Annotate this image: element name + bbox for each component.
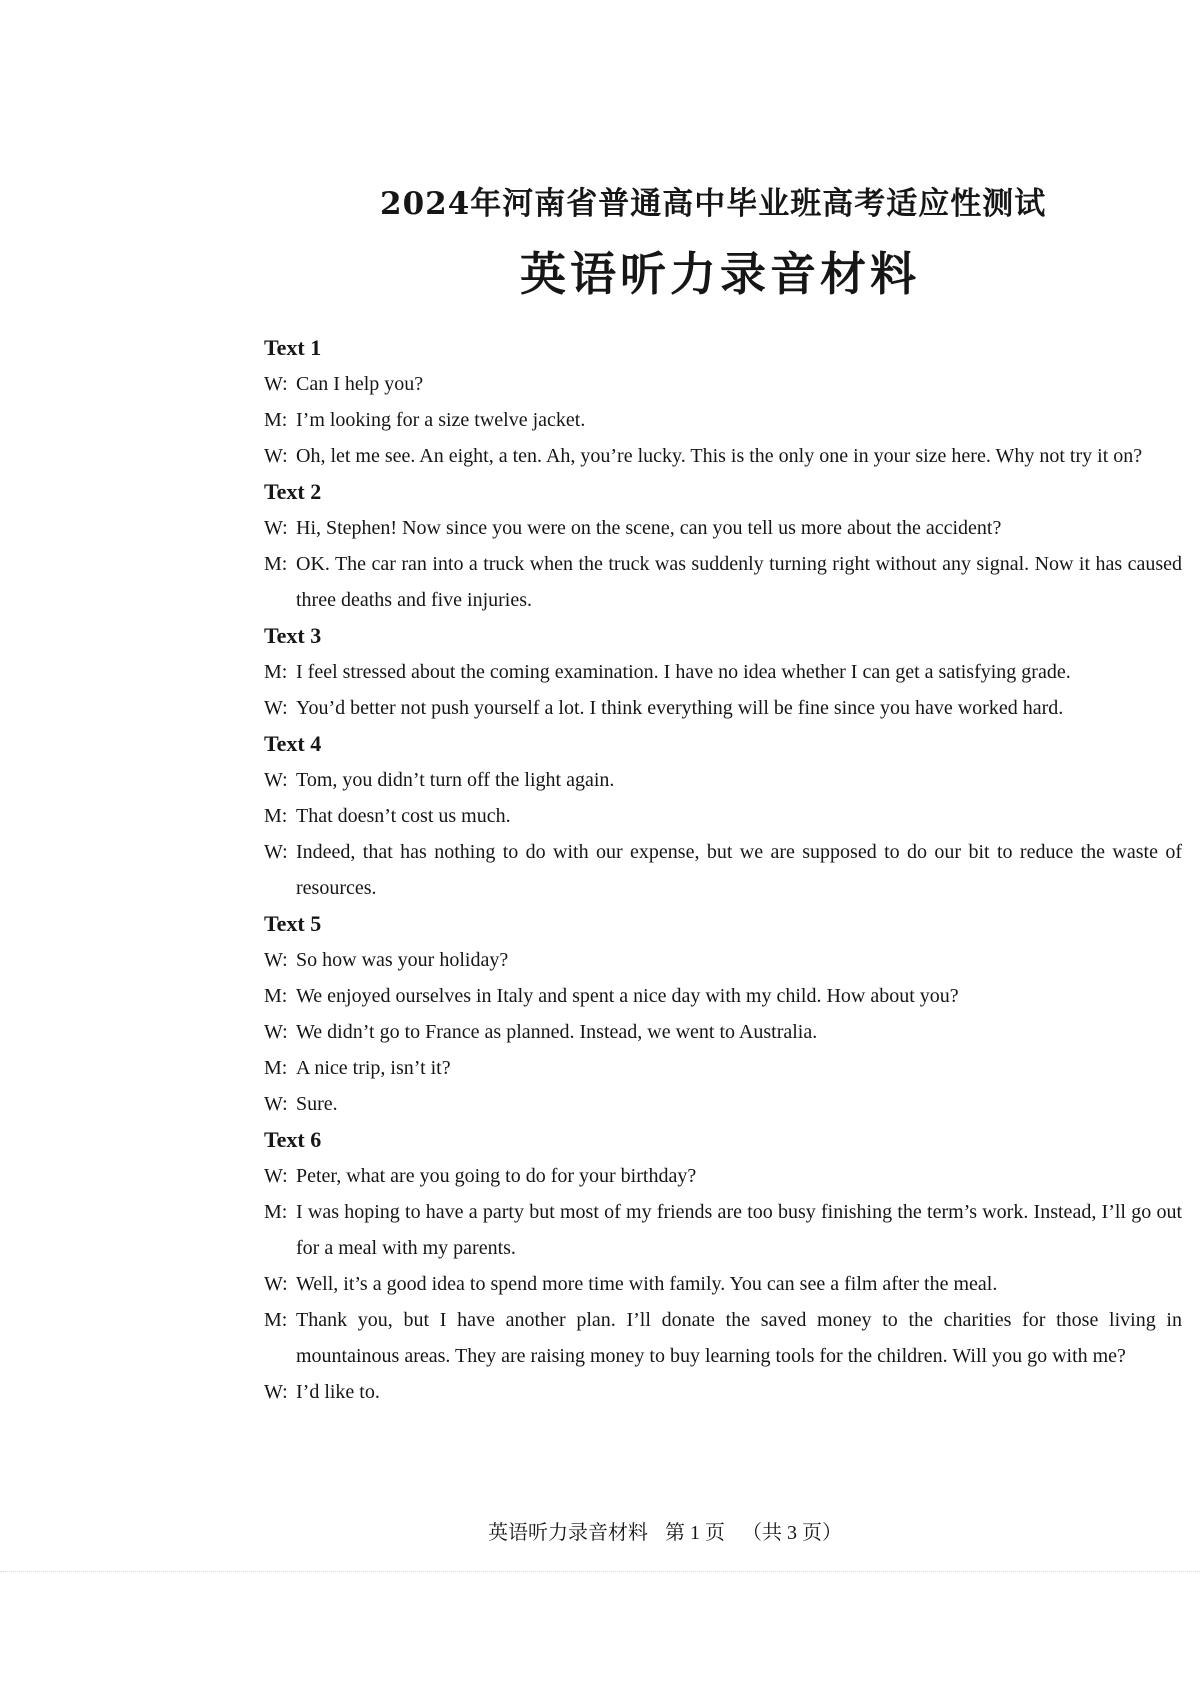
dialogue-text: Hi, Stephen! Now since you were on the scene, can you tell us more about the accident? [296,517,1002,539]
dialogue-line [264,1302,1182,1374]
section-heading: Text 3 [264,623,322,648]
transcript-section [264,474,1182,618]
section-heading: Text 5 [264,911,322,936]
dialogue-line [264,654,1182,690]
transcript-section [264,906,1182,1122]
dialogue-text: That doesn’t cost us much. [296,805,511,827]
speaker-label: W: [264,517,288,539]
dialogue-text: I’d like to. [296,1381,380,1403]
speaker-label: M: [264,805,288,827]
speaker-label: W: [264,1381,288,1403]
scan-artifact-line [0,1571,1200,1573]
dialogue-text: Thank you, but I have another plan. I’ll donate the saved money to the charities for those living in mountainous areas. They are raising money to buy learning tools for the children. Will you go with me? [296,1309,1182,1367]
dialogue-line [264,834,1182,906]
dialogue-line [264,438,1182,474]
dialogue-line [264,402,1182,438]
dialogue-text: Sure. [296,1093,338,1115]
dialogue-line [264,1086,1182,1122]
dialogue-text: A nice trip, isn’t it? [296,1057,451,1079]
speaker-label: W: [264,949,288,971]
exam-title: 2024年河南省普通高中毕业班高考适应性测试 [380,186,1047,222]
speaker-label: W: [264,1165,288,1187]
page-footer [0,1518,1200,1548]
document-title: 英语听力录音材料 [520,247,920,301]
speaker-label: W: [264,373,288,395]
dialogue-line [264,1266,1182,1302]
speaker-label: W: [264,841,288,863]
speaker-label: W: [264,1093,288,1115]
section-heading: Text 4 [264,731,322,756]
dialogue-line [264,366,1182,402]
transcript-section [264,726,1182,906]
transcript-section [264,1122,1182,1410]
dialogue-line [264,546,1182,618]
speaker-label: W: [264,1273,288,1295]
dialogue-text: OK. The car ran into a truck when the truck was suddenly turning right without any signal. Now it has caused three deaths and five injuries. [296,553,1182,611]
speaker-label: M: [264,985,288,1007]
dialogue-text: Tom, you didn’t turn off the light again. [296,769,615,791]
speaker-label: M: [264,553,288,575]
dialogue-line [264,690,1182,726]
section-heading: Text 1 [264,335,322,360]
dialogue-text: We enjoyed ourselves in Italy and spent a nice day with my child. How about you? [296,985,959,1007]
dialogue-text: We didn’t go to France as planned. Instead, we went to Australia. [296,1021,818,1043]
transcript-body [264,330,1182,1410]
dialogue-text: So how was your holiday? [296,949,509,971]
dialogue-line [264,1374,1182,1410]
section-heading: Text 6 [264,1127,322,1152]
dialogue-text: I feel stressed about the coming examination. I have no idea whether I can get a satisfying grade. [296,661,1071,683]
section-heading: Text 2 [264,479,322,504]
speaker-label: M: [264,661,288,683]
speaker-label: W: [264,769,288,791]
speaker-label: W: [264,697,288,719]
dialogue-line [264,1194,1182,1266]
dialogue-text: Oh, let me see. An eight, a ten. Ah, you’re lucky. This is the only one in your size here. Why not try it on? [296,445,1143,467]
dialogue-line [264,510,1182,546]
dialogue-text: Indeed, that has nothing to do with our expense, but we are supposed to do our bit to reduce the waste of resources. [296,841,1182,899]
dialogue-line [264,978,1182,1014]
footer-total-pages: （共 3 页） [742,1522,842,1544]
dialogue-text: I was hoping to have a party but most of my friends are too busy finishing the term’s work. Instead, I’ll go out for a meal with my parents. [296,1201,1182,1259]
transcript-section [264,330,1182,474]
dialogue-line [264,762,1182,798]
dialogue-line [264,1158,1182,1194]
speaker-label: M: [264,1057,288,1079]
dialogue-text: Well, it’s a good idea to spend more time with family. You can see a film after the meal. [296,1273,998,1295]
dialogue-text: I’m looking for a size twelve jacket. [296,409,586,431]
speaker-label: M: [264,1201,288,1223]
dialogue-line [264,798,1182,834]
dialogue-line [264,942,1182,978]
dialogue-line [264,1050,1182,1086]
dialogue-text: Peter, what are you going to do for your birthday? [296,1165,697,1187]
speaker-label: W: [264,1021,288,1043]
dialogue-text: Can I help you? [296,373,424,395]
speaker-label: W: [264,445,288,467]
speaker-label: M: [264,1309,288,1331]
transcript-section [264,618,1182,726]
footer-doc-name: 英语听力录音材料 [488,1522,648,1544]
dialogue-text: You’d better not push yourself a lot. I think everything will be fine since you have worked hard. [296,697,1064,719]
speaker-label: M: [264,409,288,431]
footer-page-number: 第 1 页 [665,1522,725,1544]
dialogue-line [264,1014,1182,1050]
